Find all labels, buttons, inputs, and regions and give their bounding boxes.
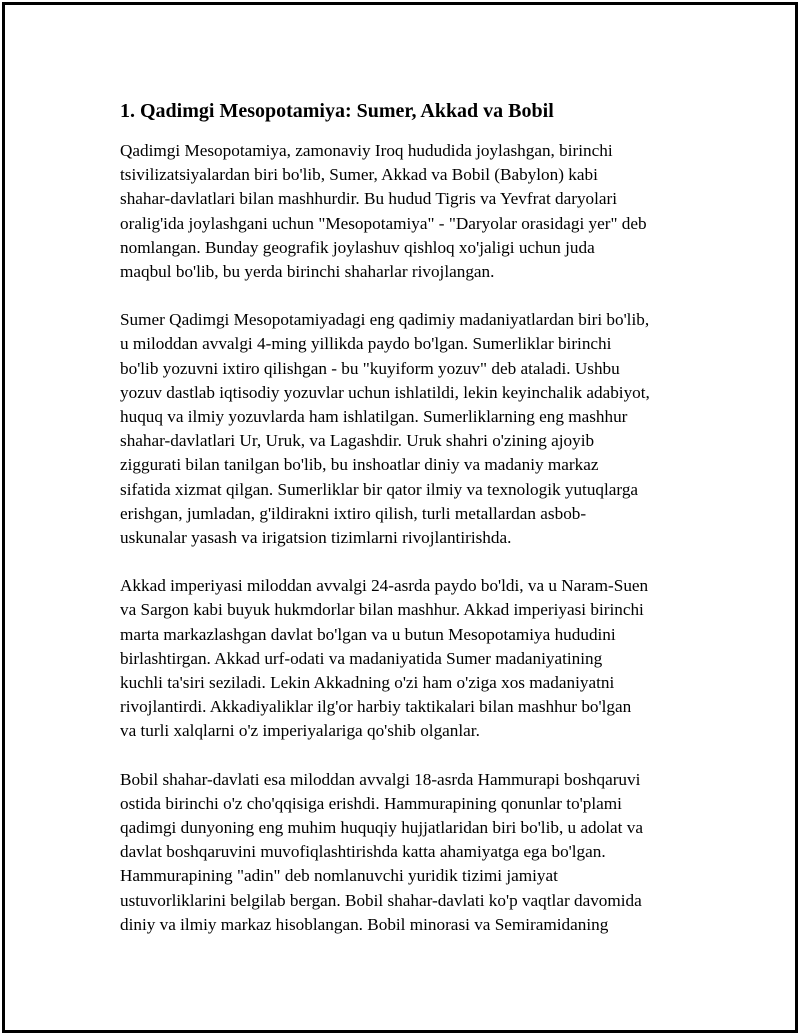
text-line: marta markazlashgan davlat bo'lgan va u butun Mesopotamiya hududini — [120, 624, 616, 644]
text-line: nomlangan. Bunday geografik joylashuv qishloq xo'jaligi uchun juda — [120, 237, 595, 257]
text-line: Sumer Qadimgi Mesopotamiyadagi eng qadimiy madaniyatlardan biri bo'lib, — [120, 310, 650, 330]
text-line: oralig'ida joylashgani uchun "Mesopotamiya" - "Daryolar orasidagi yer" deb — [120, 213, 647, 233]
text-line: u miloddan avvalgi 4-ming yillikda paydo bo'lgan. Sumerliklar birinchi — [120, 334, 612, 354]
text-line: maqbul bo'lib, bu yerda birinchi shaharlar rivojlangan. — [120, 262, 495, 282]
document-content — [120, 97, 700, 961]
paragraph-sumer — [120, 308, 700, 550]
text-line: qadimgi dunyoning eng muhim huquqiy hujjatlaridan biri bo'lib, u adolat va — [120, 818, 643, 838]
text-line: uskunalar yasash va irigatsion tizimlarni rivojlantirishda. — [120, 528, 512, 548]
text-line: va turli xalqlarni o'z imperiyalariga qo'shib olganlar. — [120, 721, 480, 741]
paragraph-babylon — [120, 768, 700, 937]
text-line: ziggurati bilan tanilgan bo'lib, bu inshoatlar diniy va madaniy markaz — [120, 455, 599, 475]
text-line: erishgan, jumladan, g'ildirakni ixtiro qilish, turli metallardan asbob- — [120, 503, 587, 523]
paragraph-akkad — [120, 574, 700, 743]
section-heading: 1. Qadimgi Mesopotamiya: Sumer, Akkad va Bobil — [120, 100, 554, 122]
paragraph-mesopotamia-intro — [120, 139, 700, 284]
text-line: bo'lib yozuvni ixtiro qilishgan - bu "kuyiform yozuv" deb ataladi. Ushbu — [120, 358, 620, 378]
text-line: birlashtirgan. Akkad urf-odati va madaniyatida Sumer madaniyatining — [120, 648, 603, 668]
text-line: Qadimgi Mesopotamiya, zamonaviy Iroq hududida joylashgan, birinchi — [120, 141, 613, 160]
text-line: sifatida xizmat qilgan. Sumerliklar bir qator ilmiy va texnologik yutuqlarga — [120, 479, 639, 499]
text-line: yozuv dastlab iqtisodiy yozuvlar uchun ishlatildi, lekin keyinchalik adabiyot, — [120, 382, 650, 402]
text-line: ostida birinchi o'z cho'qqisiga erishdi. Hammurapining qonunlar to'plami — [120, 793, 622, 813]
text-line: ustuvorliklarini belgilab bergan. Bobil shahar-davlati ko'p vaqtlar davomida — [120, 890, 642, 910]
text-line: rivojlantirdi. Akkadiyaliklar ilg'or harbiy taktikalari bilan mashhur bo'lgan — [120, 697, 632, 717]
document-page — [2, 2, 798, 1033]
text-line: kuchli ta'siri seziladi. Lekin Akkadning o'zi ham o'ziga xos madaniyatni — [120, 673, 615, 693]
text-line: davlat boshqaruvini muvofiqlashtirishda katta ahamiyatga ega bo'lgan. — [120, 842, 606, 862]
text-line: shahar-davlatlari Ur, Uruk, va Lagashdir. Uruk shahri o'zining ajoyib — [120, 431, 595, 451]
text-line: va Sargon kabi buyuk hukmdorlar bilan mashhur. Akkad imperiyasi birinchi — [120, 600, 644, 620]
text-line: Bobil shahar-davlati esa miloddan avvalgi 18-asrda Hammurapi boshqaruvi — [120, 769, 641, 789]
text-line: diniy va ilmiy markaz hisoblangan. Bobil minorasi va Semiramidaning — [120, 914, 609, 934]
text-line: shahar-davlatlari bilan mashhurdir. Bu hudud Tigris va Yevfrat daryolari — [120, 189, 618, 209]
text-line: Akkad imperiyasi miloddan avvalgi 24-asrda paydo bo'ldi, va u Naram-Suen — [120, 576, 649, 596]
text-line: huquq va ilmiy yozuvlarda ham ishlatilgan. Sumerliklarning eng mashhur — [120, 407, 628, 427]
text-line: tsivilizatsiyalardan biri bo'lib, Sumer, Akkad va Bobil (Babylon) kabi — [120, 165, 598, 185]
text-line: Hammurapining "adin" deb nomlanuvchi yuridik tizimi jamiyat — [120, 866, 558, 886]
